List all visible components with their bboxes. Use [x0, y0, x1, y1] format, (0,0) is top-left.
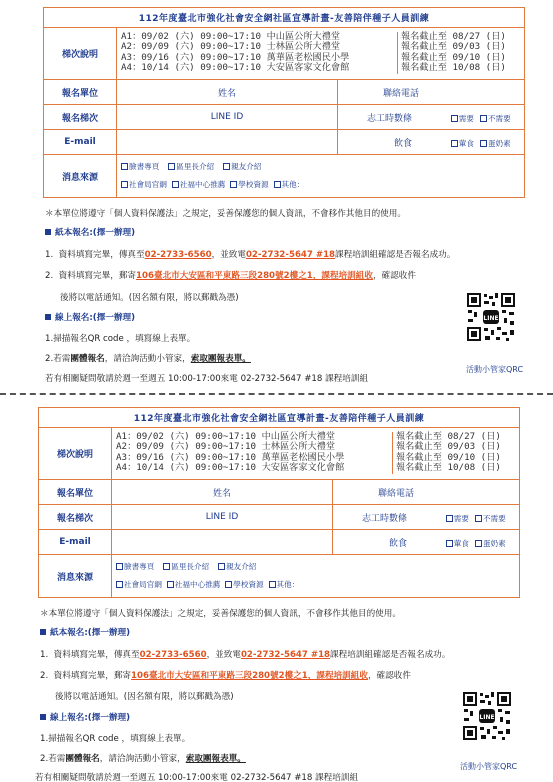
- qr-line-badge: LINE: [483, 315, 499, 322]
- source-other-label: 其他：: [281, 180, 305, 189]
- mail-text-b: ，確認收件: [367, 671, 411, 681]
- fax-instruction: [40, 648, 450, 660]
- fax-text-b: ，並致電: [211, 250, 246, 260]
- deadline-a4: 報名截止至 10/08 (日): [401, 62, 506, 73]
- line-id-field[interactable]: [112, 505, 333, 530]
- no-need-label: 不需要: [487, 113, 511, 123]
- veg-checkbox[interactable]: [475, 540, 482, 547]
- meat-label: 葷食: [453, 538, 469, 548]
- source-school-checkbox[interactable]: [225, 581, 232, 588]
- online-heading-text: 線上報名:(擇一辦理): [50, 713, 131, 723]
- fax-text-a: 資料填寫完畢，傳真至: [58, 250, 145, 260]
- fax-text-b: ，並致電: [206, 650, 241, 660]
- fax-num: 1.: [45, 250, 54, 260]
- source-other-checkbox[interactable]: [269, 581, 276, 588]
- source-friends-label: 親友介紹: [231, 162, 262, 171]
- contact-note: 若有相關疑問敬請於週一至週五 10:00-17:00來電 02-2732-5647 #18 課程培訓組: [35, 773, 359, 782]
- form-title: 112年度臺北市強化社會安全網社區宣導計畫-友善陪伴種子人員訓練: [39, 408, 520, 428]
- online-step-2: [45, 352, 251, 364]
- fax-phone: 02-2732-5647 #18: [240, 650, 331, 660]
- mail-text-a: 資料填寫完畢，郵寄: [53, 671, 132, 681]
- source-center-checkbox[interactable]: [167, 581, 174, 588]
- paper-heading: [45, 226, 135, 238]
- paper-heading-text: 紙本報名:(擇一辦理): [50, 628, 131, 638]
- online2-b: 團體報名: [65, 754, 100, 764]
- fax-number: 02-2733-6560: [144, 250, 212, 260]
- need-label: 需要: [453, 513, 469, 523]
- privacy-note: ＊本單位將遵守「個人資料保護法」之規定，妥善保護您的個人資訊，不會移作其他目的使用。: [45, 209, 406, 219]
- need-checkbox[interactable]: [446, 515, 453, 522]
- org-label: 報名單位: [44, 80, 117, 105]
- registration-table: [43, 7, 525, 198]
- session-a2: A2：09/09 (六) 09:00~17:10 士林區公所大禮堂: [121, 41, 341, 52]
- volunteer-hours-cell: [338, 105, 525, 130]
- fax-number: 02-2733-6560: [139, 650, 207, 660]
- online-step-1: 1.掃描報名QR code ，填寫線上表單。: [40, 734, 191, 744]
- source-other-label: 其他：: [276, 580, 300, 589]
- volunteer-label: 志工時數條: [366, 113, 412, 124]
- cut-line: [0, 393, 553, 395]
- session-label: 梯次說明: [39, 428, 112, 480]
- online-heading: [40, 711, 130, 723]
- source-options: [112, 555, 520, 598]
- source-label: 消息來源: [44, 155, 117, 198]
- source-center-label: 社福中心推薦: [174, 580, 221, 589]
- source-chief-label: 區里長介紹: [171, 562, 210, 571]
- diet-label: 飲食: [388, 538, 407, 549]
- veg-checkbox[interactable]: [480, 140, 487, 147]
- qr-code-icon[interactable]: [466, 292, 516, 342]
- email-label: E-mail: [44, 130, 117, 155]
- session-a2: A2：09/09 (六) 09:00~17:10 士林區公所大禮堂: [116, 441, 336, 452]
- session-a1: A1：09/02 (六) 09:00~17:10 中山區公所大禮堂: [116, 430, 336, 442]
- mail-address: 106臺北市大安區和平東路三段280號2樓之1，課程培訓組收: [136, 271, 373, 281]
- no-need-checkbox[interactable]: [475, 515, 482, 522]
- qr-caption: 活動小管家QRC: [466, 365, 524, 374]
- source-facebook-checkbox[interactable]: [121, 163, 128, 170]
- deadline-a1: 報名截止至 08/27 (日): [396, 430, 501, 442]
- mail-num: 2.: [45, 271, 54, 281]
- line-id-label: LINE ID: [205, 512, 239, 522]
- square-bullet-icon: [45, 314, 51, 320]
- square-bullet-icon: [40, 714, 46, 720]
- fax-text-c: 課程培訓組確認是否報名成功。: [330, 650, 451, 660]
- deadline-a3: 報名截止至 09/10 (日): [396, 451, 501, 463]
- org-label: 報名單位: [39, 480, 112, 505]
- name-label: 姓名: [217, 88, 236, 99]
- online2-a: 2.若需: [40, 754, 66, 764]
- mail-num: 2.: [40, 671, 49, 681]
- online2-a: 2.若需: [45, 354, 71, 364]
- volunteer-label: 志工時數條: [361, 513, 407, 524]
- qr-line-badge: LINE: [479, 714, 495, 721]
- need-checkbox[interactable]: [451, 115, 458, 122]
- session-list: [112, 428, 520, 480]
- deadline-a4: 報名截止至 10/08 (日): [396, 462, 501, 473]
- email-field[interactable]: [117, 130, 338, 155]
- online2-d: 索取團報表單。: [185, 754, 246, 764]
- fax-instruction: [45, 248, 455, 260]
- mail-address: 106臺北市大安區和平東路三段280號2樓之1，課程培訓組收: [131, 671, 368, 681]
- deadline-a3: 報名截止至 09/10 (日): [401, 51, 506, 63]
- source-school-checkbox[interactable]: [230, 181, 237, 188]
- qr-code-icon[interactable]: [462, 691, 512, 741]
- veg-label: 蛋奶素: [482, 538, 506, 548]
- source-center-checkbox[interactable]: [172, 181, 179, 188]
- paper-heading-text: 紙本報名:(擇一辦理): [55, 228, 136, 238]
- source-options: [117, 155, 525, 198]
- session-a3: A3：09/16 (六) 09:00~17:10 萬華區老松國民小學: [121, 51, 350, 63]
- name-field[interactable]: [117, 80, 338, 105]
- session-choice-label: 報名梯次: [44, 105, 117, 130]
- source-facebook-label: 臉書專頁: [124, 562, 155, 571]
- fax-phone: 02-2732-5647 #18: [245, 250, 336, 260]
- source-facebook-label: 臉書專頁: [129, 162, 160, 171]
- registration-table: [38, 407, 520, 598]
- session-a1: A1：09/02 (六) 09:00~17:10 中山區公所大禮堂: [121, 30, 341, 42]
- source-chief-checkbox[interactable]: [163, 563, 170, 570]
- mail-text-a: 資料填寫完畢，郵寄: [58, 271, 137, 281]
- meat-checkbox[interactable]: [451, 140, 458, 147]
- email-label: E-mail: [39, 530, 112, 555]
- deadline-a1: 報名截止至 08/27 (日): [401, 30, 506, 42]
- square-bullet-icon: [45, 229, 51, 235]
- line-id-field[interactable]: [117, 105, 338, 130]
- name-label: 姓名: [212, 488, 231, 499]
- volunteer-hours-cell: [333, 505, 520, 530]
- online-heading-text: 線上報名:(擇一辦理): [55, 313, 136, 323]
- phone-field[interactable]: [338, 80, 525, 105]
- source-website-label: 社會局官網: [124, 580, 162, 589]
- online-step-1: 1.掃描報名QR code ，填寫線上表單。: [45, 334, 196, 344]
- name-field[interactable]: [112, 480, 333, 505]
- privacy-note: ＊本單位將遵守「個人資料保護法」之規定，妥善保護您的個人資訊，不會移作其他目的使用。: [40, 609, 401, 619]
- diet-cell: [333, 530, 520, 555]
- contact-note: 若有相關疑問敬請於週一至週五 10:00-17:00來電 02-2732-5647 #18 課程培訓組: [45, 374, 369, 384]
- diet-label: 飲食: [393, 138, 412, 149]
- source-school-label: 學校資源: [233, 580, 264, 589]
- session-label: 梯次說明: [44, 28, 117, 80]
- online-step-2: [40, 752, 246, 764]
- fax-num: 1.: [40, 650, 49, 660]
- source-chief-checkbox[interactable]: [168, 163, 175, 170]
- source-facebook-checkbox[interactable]: [116, 563, 123, 570]
- session-a3: A3：09/16 (六) 09:00~17:10 萬華區老松國民小學: [116, 451, 345, 463]
- session-a4: A4：10/14 (六) 09:00~17:10 大安區客家文化會館: [116, 462, 345, 473]
- online-heading: [45, 311, 135, 323]
- deadline-a2: 報名截止至 09/03 (日): [401, 41, 506, 52]
- source-label: 消息來源: [39, 555, 112, 598]
- source-website-checkbox[interactable]: [121, 181, 128, 188]
- mail-instruction: [40, 669, 411, 681]
- paper-heading: [40, 626, 130, 638]
- square-bullet-icon: [40, 629, 46, 635]
- online2-b: 團體報名: [70, 354, 105, 364]
- mail-instruction: [45, 269, 416, 281]
- session-list: [117, 28, 525, 80]
- need-label: 需要: [458, 113, 474, 123]
- source-friends-checkbox[interactable]: [218, 563, 225, 570]
- source-center-label: 社福中心推薦: [179, 180, 226, 189]
- phone-field[interactable]: [333, 480, 520, 505]
- no-need-checkbox[interactable]: [480, 115, 487, 122]
- no-need-label: 不需要: [482, 513, 506, 523]
- form-title: 112年度臺北市強化社會安全網社區宣導計畫-友善陪伴種子人員訓練: [44, 8, 525, 28]
- mail-instruction-cont: 後將以電話通知。(因名額有限，將以郵戳為憑): [60, 293, 239, 303]
- fax-text-a: 資料填寫完畢，傳真至: [53, 650, 140, 660]
- meat-checkbox[interactable]: [446, 540, 453, 547]
- source-website-checkbox[interactable]: [116, 581, 123, 588]
- fax-text-c: 課程培訓組確認是否報名成功。: [335, 250, 456, 260]
- source-other-checkbox[interactable]: [274, 181, 281, 188]
- phone-label: 聯絡電話: [383, 88, 420, 99]
- mail-instruction-cont: 後將以電話通知。(因名額有限，將以郵戳為憑): [55, 692, 234, 702]
- email-field[interactable]: [112, 530, 333, 555]
- source-school-label: 學校資源: [238, 180, 269, 189]
- mail-text-b: ，確認收件: [372, 271, 416, 281]
- session-choice-label: 報名梯次: [39, 505, 112, 530]
- online2-c: ，請洽詢活動小管家，: [99, 754, 186, 764]
- source-chief-label: 區里長介紹: [176, 162, 215, 171]
- qr-caption: 活動小管家QRC: [460, 762, 518, 771]
- source-friends-label: 親友介紹: [226, 562, 257, 571]
- meat-label: 葷食: [458, 138, 474, 148]
- deadline-a2: 報名截止至 09/03 (日): [396, 441, 501, 452]
- veg-label: 蛋奶素: [487, 138, 511, 148]
- source-friends-checkbox[interactable]: [223, 163, 230, 170]
- session-a4: A4：10/14 (六) 09:00~17:10 大安區客家文化會館: [121, 62, 350, 73]
- source-website-label: 社會局官網: [129, 180, 167, 189]
- phone-label: 聯絡電話: [378, 488, 415, 499]
- line-id-label: LINE ID: [210, 112, 244, 122]
- online2-d: 索取團報表單。: [190, 354, 251, 364]
- diet-cell: [338, 130, 525, 155]
- online2-c: ，請洽詢活動小管家，: [104, 354, 191, 364]
